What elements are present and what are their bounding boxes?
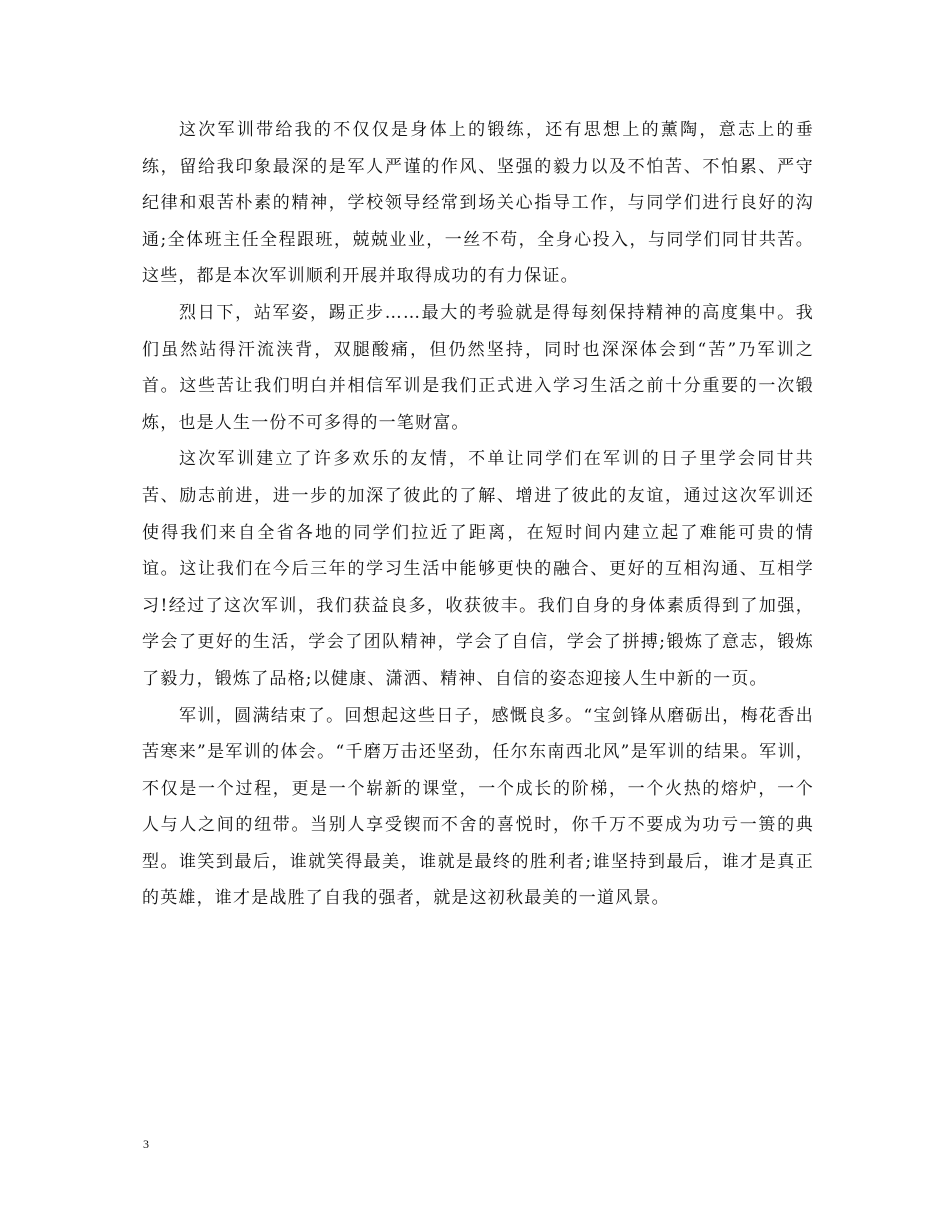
paragraph-4: 军训，圆满结束了。回想起这些日子，感慨良多。“宝剑锋从磨砺出，梅花香出苦寒来”是军训的体会。“千磨万击还坚劲，任尔东南西北风”是军训的结果。军训，不仅是一个过程，更是一个崭新的课堂，一个成长的阶梯，一个火热的熔炉，一个人与人之间的纽带。当别人享受锲而不舍的喜悦时，你千万不要成为功亏一篑的典型。谁笑到最后，谁就笑得最美，谁就是最终的胜利者;谁坚持到最后，谁才是真正的英雄，谁才是战胜了自我的强者，就是这初秋最美的一道风景。 (142, 705, 814, 909)
paragraph-2: 烈日下，站军姿，踢正步……最大的考验就是得每刻保持精神的高度集中。我们虽然站得汗流浃背，双腿酸痛，但仍然坚持，同时也深深体会到“苦”乃军训之首。这些苦让我们明白并相信军训是我们正式进入学习生活之前十分重要的一次锻炼，也是人生一份不可多得的一笔财富。 (142, 302, 814, 433)
paragraph-3: 这次军训建立了许多欢乐的友情，不单让同学们在军训的日子里学会同甘共苦、励志前进，进一步的加深了彼此的了解、增进了彼此的友谊，通过这次军训还使得我们来自全省各地的同学们拉近了距离，在短时间内建立起了难能可贵的情谊。这让我们在今后三年的学习生活中能够更快的融合、更好的互相沟通、互相学习!经过了这次军训，我们获益良多，收获彼丰。我们自身的身体素质得到了加强，学会了更好的生活，学会了团队精神，学会了自信，学会了拼搏;锻炼了意志，锻炼了毅力，锻炼了品格;以健康、潇洒、精神、自信的姿态迎接人生中新的一页。 (142, 449, 814, 689)
paragraph-1: 这次军训带给我的不仅仅是身体上的锻练，还有思想上的薰陶，意志上的垂练，留给我印象最深的是军人严谨的作风、坚强的毅力以及不怕苦、不怕累、严守纪律和艰苦朴素的精神，学校领导经常到场关心指导工作，与同学们进行良好的沟通;全体班主任全程跟班，兢兢业业，一丝不苟，全身心投入，与同学们同甘共苦。这些，都是本次军训顺利开展并取得成功的有力保证。 (142, 120, 814, 287)
page-number: 3 (143, 1137, 149, 1151)
document-body (142, 112, 814, 917)
